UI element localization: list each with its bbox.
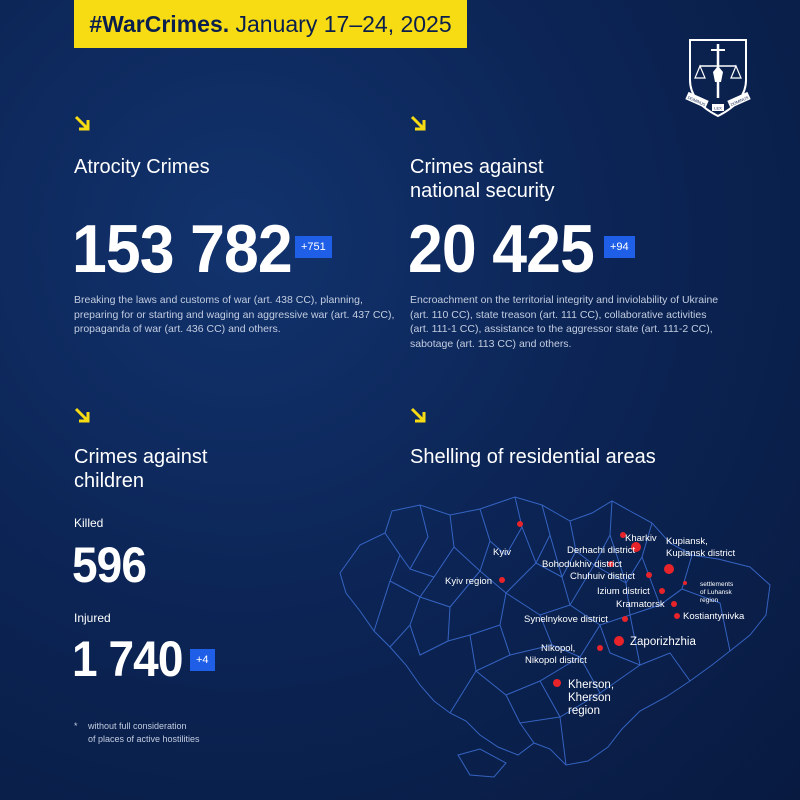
children-title-line2: children <box>74 470 145 492</box>
map-dot-luhansk <box>683 581 687 585</box>
map-label-nikopol-2: Nikopol district <box>525 655 587 666</box>
ukraine-map <box>330 485 790 785</box>
map-dot-kyiv-region <box>499 577 505 583</box>
killed-label: Killed <box>74 516 104 530</box>
security-title-line2: national security <box>410 180 555 202</box>
atrocity-value: 153 782 <box>72 211 292 287</box>
emblem-motto-center: LEX <box>714 105 722 111</box>
footnote-mark: * <box>74 721 78 731</box>
banner-hashtag: #WarCrimes. <box>89 10 230 37</box>
children-title-line1: Crimes against <box>74 446 208 468</box>
atrocity-title: Atrocity Crimes <box>74 156 210 178</box>
header-banner <box>74 0 467 48</box>
footnote-text <box>88 720 248 746</box>
shelling-labels <box>445 533 745 717</box>
map-label-derhachi: Derhachi district <box>567 545 636 556</box>
footnote-line2: of places of active hostilities <box>88 734 200 744</box>
map-dot-kostiantynivka <box>674 613 680 619</box>
atrocity-description: Breaking the laws and customs of war (art. 438 CC), planning, preparing for or starting and waging an aggressive war (art. 437 CC), propaganda of war (art. 436 CC) and others. <box>74 294 395 335</box>
map-dot-kherson <box>553 679 561 687</box>
arrow-down-right-icon <box>73 406 93 426</box>
map-label-kupiansk-2: Kupiansk district <box>666 548 736 559</box>
arrow-down-right-icon <box>409 114 429 134</box>
killed-value: 596 <box>72 537 147 593</box>
map-label-synelnykove: Synelnykove district <box>524 614 608 625</box>
security-title <box>410 155 555 203</box>
map-label-kyiv: Kyiv <box>493 547 511 558</box>
injured-label: Injured <box>74 611 111 625</box>
map-label-kyiv-region: Kyiv region <box>445 576 492 587</box>
map-dot-izium <box>659 588 665 594</box>
map-label-kherson-3: region <box>568 705 600 717</box>
footnote <box>74 720 200 744</box>
shelling-title: Shelling of residential areas <box>410 446 656 468</box>
map-label-chuhuiv: Chuhuiv district <box>570 571 635 582</box>
map-label-luhansk-1: settlements <box>700 581 734 588</box>
emblem-motto-right: DOMINUS <box>729 94 750 108</box>
map-dot-synelnykove <box>622 616 628 622</box>
security-delta-badge: +94 <box>604 236 635 258</box>
map-label-luhansk-3: region <box>700 597 719 604</box>
footnote-line1: without full consideration <box>88 721 187 731</box>
map-label-kramatorsk: Kramatorsk <box>616 599 665 610</box>
map-label-kherson-2: Kherson <box>568 692 611 704</box>
emblem-motto-left: DOMINUS <box>686 94 707 108</box>
injured-value: 1 740 <box>72 631 183 687</box>
banner-period: January 17–24, 2025 <box>229 10 452 37</box>
map-label-zaporizhzhia: Zaporizhzhia <box>630 636 696 648</box>
map-label-izium: Izium district <box>597 586 650 597</box>
map-dot-kupiansk <box>664 564 674 574</box>
injured-delta-badge: +4 <box>190 649 215 671</box>
children-title <box>74 445 207 493</box>
map-label-bohodukhiv: Bohodukhiv district <box>542 559 622 570</box>
map-dot-nikopol <box>597 645 603 651</box>
map-dot-chuhuiv <box>646 572 652 578</box>
map-dot-kramatorsk <box>671 601 677 607</box>
map-dot-zaporizhzhia <box>614 636 624 646</box>
map-label-kostiantynivka: Kostiantynivka <box>683 611 745 622</box>
map-dot-kyiv <box>517 521 523 527</box>
map-label-kherson-1: Kherson, <box>568 679 615 691</box>
map-label-kupiansk-1: Kupiansk, <box>666 536 708 547</box>
map-label-kharkiv: Kharkiv <box>625 533 657 544</box>
arrow-down-right-icon <box>409 406 429 426</box>
map-label-luhansk-2: of Luhansk <box>700 589 732 596</box>
map-label-nikopol-1: Nikopol, <box>541 643 576 654</box>
prosecutor-emblem-icon <box>684 36 752 118</box>
security-value: 20 425 <box>408 211 594 287</box>
arrow-down-right-icon <box>73 114 93 134</box>
banner-title <box>89 11 451 38</box>
security-title-line1: Crimes against <box>410 156 544 178</box>
security-description: Encroachment on the territorial integrity and inviolability of Ukraine (art. 110 CC), state treason (art. 111 CC), collaborative activities (art. 111-1 CC), assistance to the aggressor state (art. 111-2 CC), sabotage (art. 113 CC) and others. <box>410 294 719 350</box>
atrocity-delta-badge: +751 <box>295 236 332 258</box>
